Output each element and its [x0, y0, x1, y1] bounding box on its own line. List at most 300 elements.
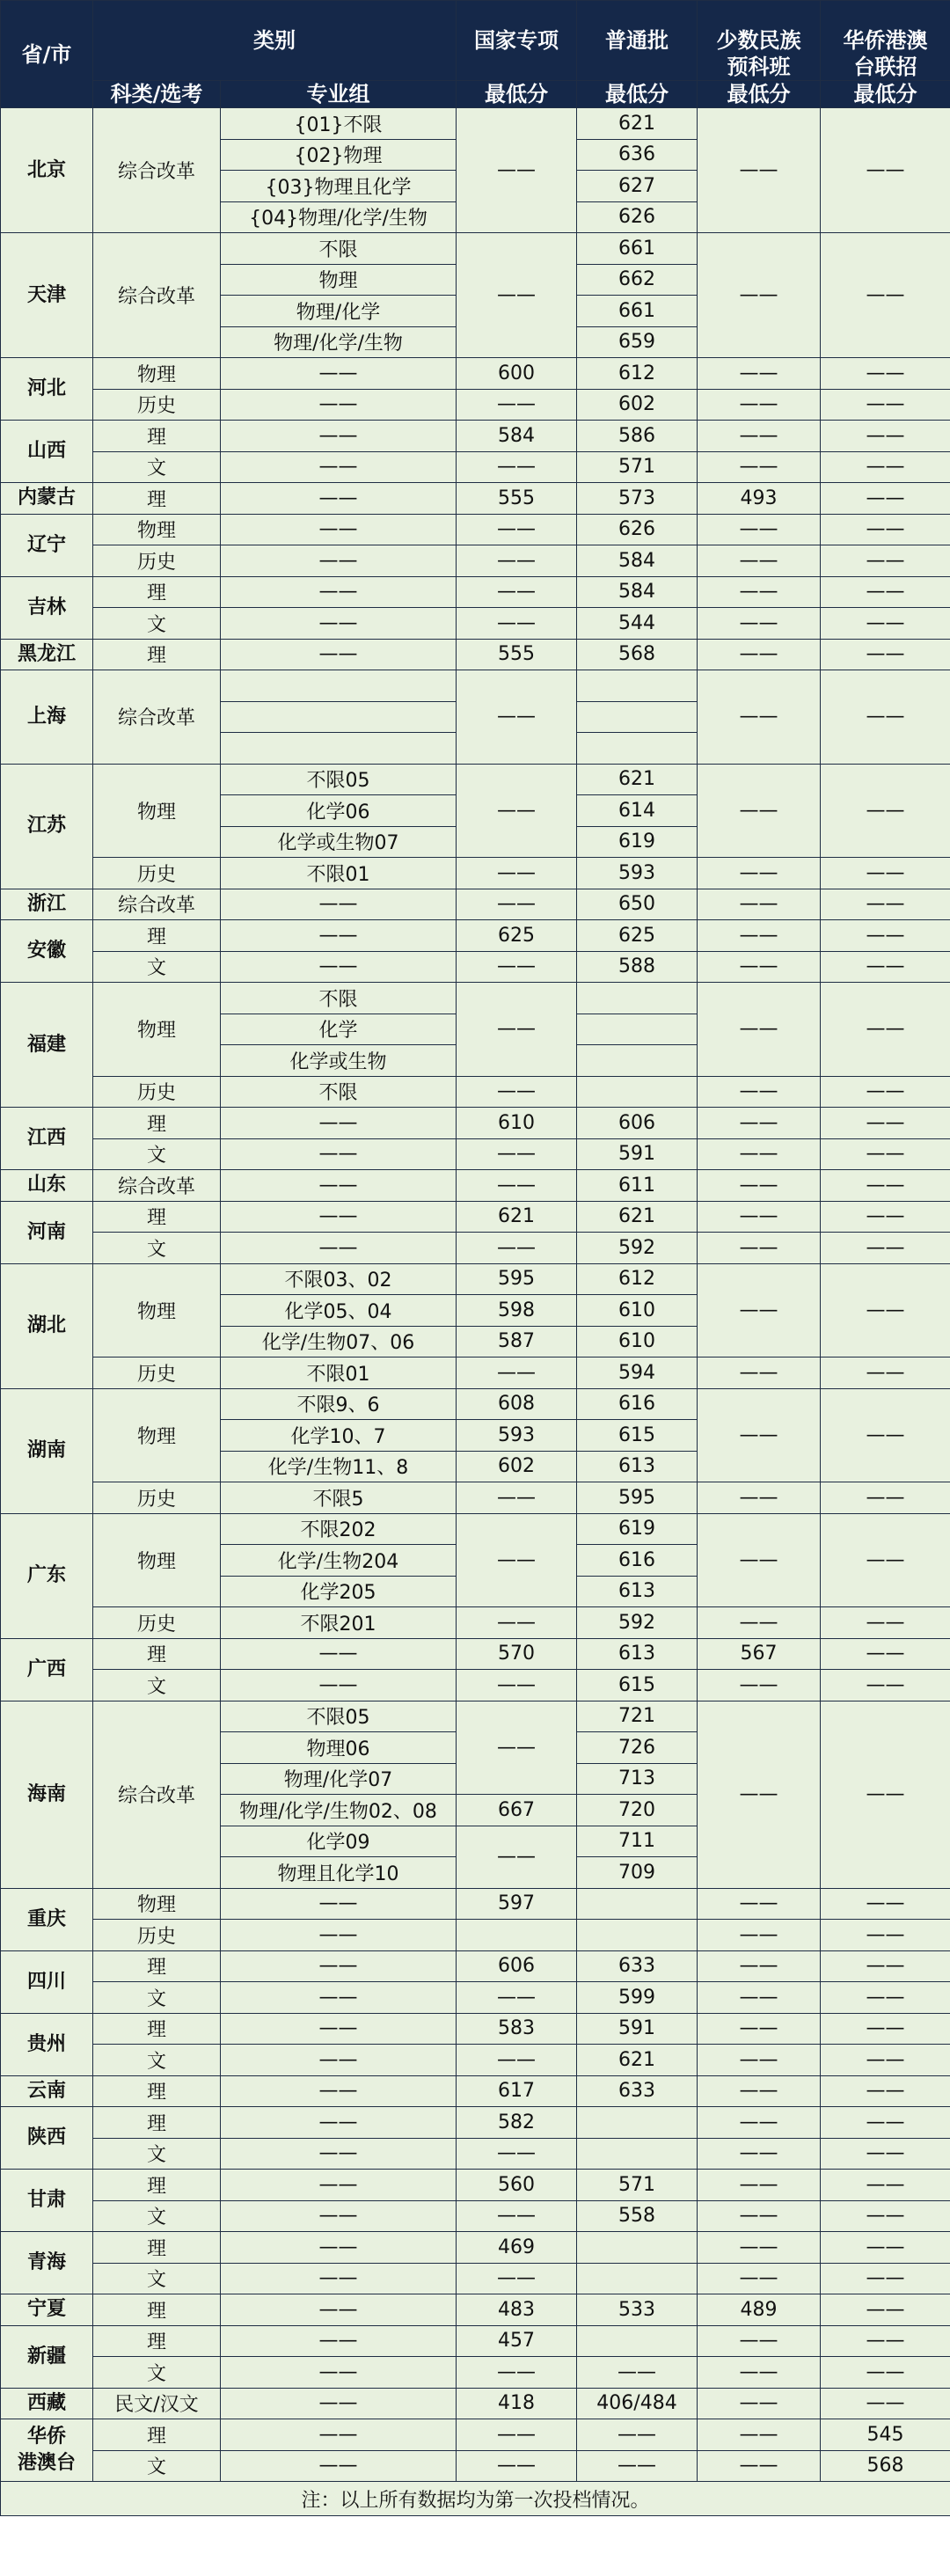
table-row: [1, 764, 950, 795]
cell-province: 湖北: [1, 1263, 93, 1388]
cell-subject: 理: [93, 483, 221, 515]
cell-national: ——: [457, 451, 577, 483]
cell-group: ——: [221, 514, 457, 545]
cell-national: 595: [457, 1263, 577, 1295]
cell-hmt: ——: [821, 2013, 950, 2045]
cell-hmt: ——: [821, 764, 950, 858]
cell-minority: ——: [698, 1201, 821, 1233]
cell-group: 物理/化学/生物: [221, 326, 457, 358]
cell-group: 化学或生物: [221, 1045, 457, 1077]
cell-group: ——: [221, 389, 457, 421]
cell-group: ——: [221, 639, 457, 670]
cell-group: ——: [221, 2138, 457, 2170]
cell-subject: 文: [93, 951, 221, 983]
cell-national: 610: [457, 1108, 577, 1139]
cell-group: 不限: [221, 1076, 457, 1108]
cell-group: ——: [221, 2107, 457, 2139]
cell-group: ——: [221, 1950, 457, 1982]
cell-group: 不限201: [221, 1607, 457, 1639]
cell-subject: 文: [93, 1138, 221, 1170]
cell-regular: 613: [577, 1576, 698, 1607]
cell-group: ——: [221, 2325, 457, 2357]
table-body: [1, 108, 950, 2516]
cell-national: [457, 1920, 577, 1951]
table-row: [1, 1076, 950, 1108]
cell-national: 621: [457, 1201, 577, 1233]
cell-province: 海南: [1, 1701, 93, 1888]
cell-group: ——: [221, 1670, 457, 1701]
cell-province: 广西: [1, 1638, 93, 1701]
cell-group: 不限5: [221, 1482, 457, 1514]
cell-minority: ——: [698, 2263, 821, 2294]
cell-group: 不限03、02: [221, 1263, 457, 1295]
cell-regular: 406/484: [577, 2388, 698, 2419]
cell-subject: 理: [93, 576, 221, 608]
cell-hmt: ——: [821, 1076, 950, 1108]
cell-hmt: ——: [821, 1701, 950, 1888]
cell-subject: 历史: [93, 1482, 221, 1514]
table-row: [1, 233, 950, 265]
cell-province: 北京: [1, 108, 93, 233]
cell-regular: 720: [577, 1795, 698, 1826]
table-row: [1, 2200, 950, 2232]
table-row: [1, 2138, 950, 2170]
table-row: [1, 1482, 950, 1514]
cell-minority: ——: [698, 951, 821, 983]
header-minority: [698, 1, 821, 81]
cell-minority: ——: [698, 1950, 821, 1982]
table-row: [1, 2013, 950, 2045]
cell-subject: 历史: [93, 1076, 221, 1108]
cell-group: ——: [221, 545, 457, 577]
cell-province: 河北: [1, 358, 93, 421]
cell-regular: 610: [577, 1326, 698, 1358]
cell-subject: 文: [93, 2450, 221, 2482]
cell-subject: 理: [93, 2107, 221, 2139]
cell-group: ——: [221, 951, 457, 983]
cell-group: ——: [221, 1170, 457, 1202]
note-row: [1, 2482, 950, 2516]
cell-hmt: ——: [821, 451, 950, 483]
cell-minority: ——: [698, 421, 821, 452]
cell-regular: 659: [577, 326, 698, 358]
cell-regular: 709: [577, 1857, 698, 1889]
cell-subject: 民文/汉文: [93, 2388, 221, 2419]
table-row: [1, 1638, 950, 1670]
cell-subject: 历史: [93, 858, 221, 889]
cell-group: ——: [221, 576, 457, 608]
cell-hmt: ——: [821, 358, 950, 390]
cell-minority: ——: [698, 1482, 821, 1514]
cell-group: 物理/化学/生物02、08: [221, 1795, 457, 1826]
cell-subject: 理: [93, 2013, 221, 2045]
table-row: [1, 358, 950, 390]
cell-hmt: ——: [821, 1638, 950, 1670]
cell-national: ——: [457, 1513, 577, 1607]
table-row: [1, 1513, 950, 1545]
table-row: [1, 1388, 950, 1420]
cell-regular: [577, 670, 698, 702]
cell-subject: 物理: [93, 358, 221, 390]
cell-subject: 历史: [93, 545, 221, 577]
cell-regular: 613: [577, 1451, 698, 1482]
cell-minority: ——: [698, 2232, 821, 2264]
cell-group: ——: [221, 1920, 457, 1951]
cell-regular: [577, 1014, 698, 1045]
cell-minority: ——: [698, 983, 821, 1077]
cell-regular: 593: [577, 858, 698, 889]
cell-regular: 588: [577, 951, 698, 983]
table-row: [1, 545, 950, 577]
table-row: [1, 2450, 950, 2482]
cell-subject: 文: [93, 1233, 221, 1264]
cell-hmt: ——: [821, 2107, 950, 2139]
cell-national: ——: [457, 1701, 577, 1795]
cell-hmt: ——: [821, 1607, 950, 1639]
table-row: [1, 608, 950, 640]
header-min-score: 最低分: [457, 81, 577, 108]
cell-regular: 568: [577, 639, 698, 670]
cell-minority: ——: [698, 1982, 821, 2014]
cell-group: 物理: [221, 264, 457, 296]
cell-group: 化学205: [221, 1576, 457, 1607]
cell-regular: 533: [577, 2294, 698, 2326]
cell-subject: 文: [93, 451, 221, 483]
cell-subject: 综合改革: [93, 1701, 221, 1888]
table-row: [1, 951, 950, 983]
cell-hmt: ——: [821, 1950, 950, 1982]
cell-national: ——: [457, 108, 577, 233]
cell-regular: 595: [577, 1482, 698, 1514]
table-row: [1, 1138, 950, 1170]
cell-hmt: ——: [821, 920, 950, 952]
cell-group: 化学/生物204: [221, 1545, 457, 1577]
cell-national: 593: [457, 1420, 577, 1452]
table-row: [1, 576, 950, 608]
cell-group: 化学: [221, 1014, 457, 1045]
cell-group: ——: [221, 1138, 457, 1170]
cell-hmt: ——: [821, 483, 950, 515]
cell-regular: 602: [577, 389, 698, 421]
cell-minority: ——: [698, 2450, 821, 2482]
cell-minority: ——: [698, 2045, 821, 2076]
cell-regular: [577, 733, 698, 765]
cell-group: [221, 701, 457, 733]
table-row: [1, 514, 950, 545]
cell-group: 不限01: [221, 858, 457, 889]
cell-group: [221, 733, 457, 765]
cell-regular: 713: [577, 1763, 698, 1795]
cell-hmt: ——: [821, 1888, 950, 1920]
table-row: [1, 389, 950, 421]
cell-national: 600: [457, 358, 577, 390]
cell-minority: ——: [698, 1701, 821, 1888]
cell-minority: ——: [698, 670, 821, 765]
cell-regular: 616: [577, 1388, 698, 1420]
cell-province: 辽宁: [1, 514, 93, 576]
cell-national: 560: [457, 2170, 577, 2201]
cell-subject: 综合改革: [93, 108, 221, 233]
cell-national: 625: [457, 920, 577, 952]
cell-hmt: ——: [821, 2388, 950, 2419]
cell-group: ——: [221, 2013, 457, 2045]
cell-hmt: ——: [821, 1233, 950, 1264]
cell-national: ——: [457, 233, 577, 358]
cell-hmt: 568: [821, 2450, 950, 2482]
cell-group: 化学09: [221, 1826, 457, 1857]
cell-regular: 726: [577, 1732, 698, 1764]
cell-province: 新疆: [1, 2325, 93, 2388]
cell-subject: 理: [93, 2232, 221, 2264]
cell-hmt: ——: [821, 1920, 950, 1951]
cell-hmt: ——: [821, 1358, 950, 1389]
cell-hmt: ——: [821, 1388, 950, 1482]
cell-group: ——: [221, 1201, 457, 1233]
cell-national: 598: [457, 1295, 577, 1327]
cell-hmt: ——: [821, 2170, 950, 2201]
cell-group: 不限01: [221, 1358, 457, 1389]
cell-province: 甘肃: [1, 2170, 93, 2232]
table-row: [1, 2107, 950, 2139]
cell-regular: 711: [577, 1826, 698, 1857]
cell-regular: 616: [577, 1545, 698, 1577]
cell-hmt: ——: [821, 951, 950, 983]
cell-province: 河南: [1, 1201, 93, 1263]
cell-hmt: ——: [821, 2075, 950, 2107]
cell-group: {02}物理: [221, 139, 457, 171]
cell-subject: 文: [93, 2138, 221, 2170]
cell-regular: 614: [577, 795, 698, 827]
cell-province: 福建: [1, 983, 93, 1108]
cell-minority: ——: [698, 451, 821, 483]
cell-minority: ——: [698, 2138, 821, 2170]
cell-subject: 历史: [93, 1607, 221, 1639]
table-row: [1, 2388, 950, 2419]
cell-province: 西藏: [1, 2388, 93, 2419]
cell-regular: 611: [577, 1170, 698, 1202]
cell-regular: 621: [577, 1201, 698, 1233]
cell-regular: [577, 1076, 698, 1108]
table-header: [1, 1, 950, 108]
cell-hmt: ——: [821, 2325, 950, 2357]
cell-national: ——: [457, 2263, 577, 2294]
cell-group: 物理/化学: [221, 296, 457, 327]
cell-province: 安徽: [1, 920, 93, 983]
cell-minority: ——: [698, 545, 821, 577]
cell-minority: 489: [698, 2294, 821, 2326]
cell-regular: 606: [577, 1108, 698, 1139]
cell-regular: [577, 1045, 698, 1077]
table-row: [1, 889, 950, 920]
cell-regular: 661: [577, 233, 698, 265]
cell-regular: 612: [577, 358, 698, 390]
cell-minority: ——: [698, 1607, 821, 1639]
cell-national: 602: [457, 1451, 577, 1482]
cell-national: 584: [457, 421, 577, 452]
table-row: [1, 858, 950, 889]
cell-hmt: ——: [821, 858, 950, 889]
cell-minority: ——: [698, 2419, 821, 2451]
cell-province: 吉林: [1, 576, 93, 639]
cell-regular: 584: [577, 576, 698, 608]
cell-regular: 625: [577, 920, 698, 952]
cell-national: 583: [457, 2013, 577, 2045]
cell-national: ——: [457, 1482, 577, 1514]
cell-national: 582: [457, 2107, 577, 2139]
cell-group: 物理且化学10: [221, 1857, 457, 1889]
cell-province: 重庆: [1, 1888, 93, 1950]
cell-subject: 理: [93, 1108, 221, 1139]
cell-hmt: 545: [821, 2419, 950, 2451]
cell-national: ——: [457, 2138, 577, 2170]
cell-hmt: ——: [821, 1138, 950, 1170]
cell-hmt: ——: [821, 108, 950, 233]
cell-minority: ——: [698, 1358, 821, 1389]
cell-group: ——: [221, 608, 457, 640]
cell-group: ——: [221, 483, 457, 515]
cell-subject: 物理: [93, 1888, 221, 1920]
cell-hmt: ——: [821, 1263, 950, 1358]
cell-group: 不限9、6: [221, 1388, 457, 1420]
cell-national: ——: [457, 2450, 577, 2482]
cell-group: ——: [221, 2045, 457, 2076]
header-hmt: [821, 1, 950, 81]
header-province: 省/市: [1, 1, 93, 108]
cell-national: ——: [457, 1607, 577, 1639]
cell-national: ——: [457, 608, 577, 640]
cell-province: 江西: [1, 1108, 93, 1170]
cell-minority: ——: [698, 2107, 821, 2139]
cell-regular: [577, 2263, 698, 2294]
cell-subject: 物理: [93, 983, 221, 1077]
cell-subject: 理: [93, 920, 221, 952]
cell-national: 457: [457, 2325, 577, 2357]
cell-regular: 544: [577, 608, 698, 640]
cell-minority: ——: [698, 2388, 821, 2419]
cell-group: ——: [221, 451, 457, 483]
cell-group: ——: [221, 1108, 457, 1139]
cell-subject: 理: [93, 1950, 221, 1982]
cell-national: 555: [457, 639, 577, 670]
cell-national: ——: [457, 889, 577, 920]
cell-group: ——: [221, 2388, 457, 2419]
cell-group: 化学/生物07、06: [221, 1326, 457, 1358]
cell-hmt: ——: [821, 514, 950, 545]
cell-group: ——: [221, 2294, 457, 2326]
cell-province: 江苏: [1, 764, 93, 889]
cell-group: ——: [221, 1982, 457, 2014]
table-row: [1, 2075, 950, 2107]
cell-minority: ——: [698, 1263, 821, 1358]
cell-national: ——: [457, 1826, 577, 1888]
cell-subject: 综合改革: [93, 670, 221, 765]
cell-minority: ——: [698, 920, 821, 952]
table-note: 注：以上所有数据均为第一次投档情况。: [1, 2482, 950, 2516]
cell-subject: 物理: [93, 1263, 221, 1358]
cell-regular: 571: [577, 2170, 698, 2201]
cell-province: 青海: [1, 2232, 93, 2294]
table-row: [1, 2357, 950, 2389]
table-row: [1, 1607, 950, 1639]
cell-national: 587: [457, 1326, 577, 1358]
cell-regular: ——: [577, 2450, 698, 2482]
cell-regular: 621: [577, 764, 698, 795]
cell-province: 黑龙江: [1, 639, 93, 670]
table-row: [1, 1950, 950, 1982]
cell-regular: [577, 2325, 698, 2357]
cell-group: ——: [221, 2232, 457, 2264]
cell-group: 化学或生物07: [221, 826, 457, 858]
cell-group: 不限: [221, 983, 457, 1014]
header-minority-label: 少数民族 预科班: [716, 28, 801, 79]
cell-group: {03}物理且化学: [221, 171, 457, 202]
cell-hmt: ——: [821, 2200, 950, 2232]
cell-national: ——: [457, 1170, 577, 1202]
cell-subject: 物理: [93, 1513, 221, 1607]
cell-regular: 573: [577, 483, 698, 515]
cell-regular: 592: [577, 1233, 698, 1264]
table-row: [1, 1670, 950, 1701]
cell-subject: 历史: [93, 1358, 221, 1389]
table-row: [1, 1701, 950, 1732]
cell-group: 物理06: [221, 1732, 457, 1764]
cell-subject: 文: [93, 608, 221, 640]
cell-hmt: ——: [821, 608, 950, 640]
cell-national: ——: [457, 1138, 577, 1170]
cell-group: {04}物理/化学/生物: [221, 201, 457, 233]
cell-regular: [577, 2232, 698, 2264]
cell-group: ——: [221, 889, 457, 920]
cell-national: ——: [457, 514, 577, 545]
cell-national: ——: [457, 2357, 577, 2389]
cell-national: 469: [457, 2232, 577, 2264]
table-row: [1, 1170, 950, 1202]
cell-national: ——: [457, 2419, 577, 2451]
cell-regular: 661: [577, 296, 698, 327]
table-row: [1, 2325, 950, 2357]
cell-national: ——: [457, 576, 577, 608]
cell-minority: ——: [698, 514, 821, 545]
cell-province: 上海: [1, 670, 93, 765]
cell-regular: 558: [577, 2200, 698, 2232]
table-row: [1, 1233, 950, 1264]
cell-regular: 599: [577, 1982, 698, 2014]
table-row: [1, 2170, 950, 2201]
cell-national: ——: [457, 1233, 577, 1264]
cell-national: ——: [457, 2200, 577, 2232]
header-category: 类别: [93, 1, 457, 81]
table-row: [1, 920, 950, 952]
cell-hmt: ——: [821, 1670, 950, 1701]
cell-minority: ——: [698, 639, 821, 670]
cell-minority: ——: [698, 1888, 821, 1920]
table-row: [1, 2045, 950, 2076]
cell-group: 化学/生物11、8: [221, 1451, 457, 1482]
cell-hmt: ——: [821, 389, 950, 421]
cell-minority: ——: [698, 2075, 821, 2107]
cell-regular: 633: [577, 1950, 698, 1982]
cell-regular: 612: [577, 1263, 698, 1295]
cell-minority: ——: [698, 2325, 821, 2357]
cell-subject: 综合改革: [93, 1170, 221, 1202]
cell-subject: 综合改革: [93, 233, 221, 358]
cell-group: 不限202: [221, 1513, 457, 1545]
cell-regular: 584: [577, 545, 698, 577]
cell-subject: 物理: [93, 1388, 221, 1482]
cell-group: ——: [221, 2357, 457, 2389]
cell-subject: 理: [93, 421, 221, 452]
cell-regular: [577, 1888, 698, 1920]
